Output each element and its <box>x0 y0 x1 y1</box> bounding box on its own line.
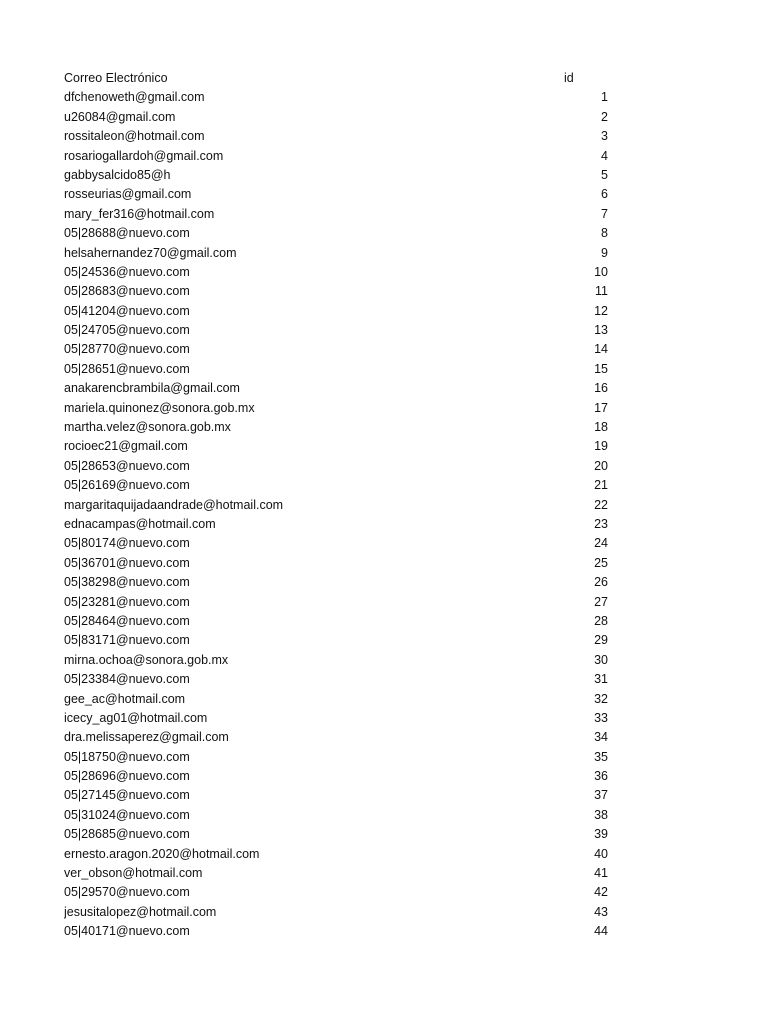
table-row <box>64 263 608 282</box>
id-cell: 17 <box>594 400 608 415</box>
email-cell: mariela.quinonez@sonora.gob.mx <box>64 400 255 415</box>
email-cell: 05|28683@nuevo.com <box>64 284 190 299</box>
id-cell: 20 <box>594 458 608 473</box>
email-table <box>64 69 608 942</box>
id-cell: 16 <box>594 381 608 396</box>
email-cell: 05|80174@nuevo.com <box>64 536 190 551</box>
id-cell: 12 <box>594 303 608 318</box>
table-row <box>64 147 608 166</box>
id-cell: 35 <box>594 749 608 764</box>
id-cell: 7 <box>601 206 608 221</box>
email-cell: martha.velez@sonora.gob.mx <box>64 420 231 435</box>
id-cell: 34 <box>594 730 608 745</box>
email-cell: 05|83171@nuevo.com <box>64 633 190 648</box>
table-header-row <box>64 69 608 88</box>
email-cell: 05|38298@nuevo.com <box>64 575 190 590</box>
email-cell: 05|28688@nuevo.com <box>64 226 190 241</box>
table-row <box>64 728 608 747</box>
table-row <box>64 670 608 689</box>
table-row <box>64 786 608 805</box>
id-cell: 38 <box>594 807 608 822</box>
table-row <box>64 806 608 825</box>
table-row <box>64 321 608 340</box>
table-row <box>64 612 608 631</box>
id-cell: 3 <box>601 129 608 144</box>
id-cell: 25 <box>594 555 608 570</box>
table-row <box>64 399 608 418</box>
id-cell: 13 <box>594 323 608 338</box>
email-cell: 05|29570@nuevo.com <box>64 885 190 900</box>
id-cell: 9 <box>601 245 608 260</box>
table-row <box>64 185 608 204</box>
email-cell: 05|28696@nuevo.com <box>64 769 190 784</box>
id-cell: 43 <box>594 904 608 919</box>
id-cell: 10 <box>594 264 608 279</box>
id-cell: 14 <box>594 342 608 357</box>
email-cell: gabbysalcido85@h <box>64 167 171 182</box>
id-cell: 2 <box>601 109 608 124</box>
table-row <box>64 515 608 534</box>
email-cell: anakarencbrambila@gmail.com <box>64 381 240 396</box>
table-row <box>64 593 608 612</box>
email-cell: 05|41204@nuevo.com <box>64 303 190 318</box>
email-cell: 05|23281@nuevo.com <box>64 594 190 609</box>
table-row <box>64 554 608 573</box>
table-row <box>64 864 608 883</box>
table-row <box>64 922 608 941</box>
table-row <box>64 845 608 864</box>
email-cell: 05|24536@nuevo.com <box>64 264 190 279</box>
table-row <box>64 224 608 243</box>
table-body <box>64 88 608 941</box>
table-row <box>64 205 608 224</box>
table-row <box>64 534 608 553</box>
email-cell: 05|28651@nuevo.com <box>64 361 190 376</box>
email-cell: 05|40171@nuevo.com <box>64 924 190 939</box>
id-cell: 11 <box>595 284 608 299</box>
column-header-email: Correo Electrónico <box>64 71 168 85</box>
table-row <box>64 496 608 515</box>
table-row <box>64 127 608 146</box>
email-cell: 05|28464@nuevo.com <box>64 613 190 628</box>
id-cell: 8 <box>601 226 608 241</box>
table-row <box>64 457 608 476</box>
table-row <box>64 825 608 844</box>
id-cell: 41 <box>594 866 608 881</box>
table-row <box>64 709 608 728</box>
table-row <box>64 903 608 922</box>
id-cell: 32 <box>594 691 608 706</box>
id-cell: 30 <box>594 652 608 667</box>
table-row <box>64 651 608 670</box>
table-row <box>64 379 608 398</box>
email-cell: gee_ac@hotmail.com <box>64 691 186 706</box>
table-row <box>64 767 608 786</box>
email-cell: 05|28653@nuevo.com <box>64 458 190 473</box>
table-row <box>64 108 608 127</box>
column-header-id: id <box>564 71 574 85</box>
id-cell: 15 <box>594 361 608 376</box>
email-cell: mary_fer316@hotmail.com <box>64 206 215 221</box>
table-row <box>64 476 608 495</box>
id-cell: 33 <box>594 710 608 725</box>
email-cell: 05|31024@nuevo.com <box>64 807 190 822</box>
email-cell: 05|24705@nuevo.com <box>64 323 190 338</box>
id-cell: 26 <box>594 575 608 590</box>
email-cell: icecy_ag01@hotmail.com <box>64 710 208 725</box>
id-cell: 27 <box>594 594 608 609</box>
id-cell: 24 <box>594 536 608 551</box>
email-cell: 05|26169@nuevo.com <box>64 478 190 493</box>
email-cell: 05|28685@nuevo.com <box>64 827 190 842</box>
id-cell: 6 <box>601 187 608 202</box>
id-cell: 28 <box>594 613 608 628</box>
id-cell: 29 <box>594 633 608 648</box>
id-cell: 39 <box>594 827 608 842</box>
table-row <box>64 883 608 902</box>
table-row <box>64 631 608 650</box>
email-cell: 05|23384@nuevo.com <box>64 672 190 687</box>
email-cell: 05|18750@nuevo.com <box>64 749 190 764</box>
id-cell: 44 <box>594 924 608 939</box>
email-cell: ednacampas@hotmail.com <box>64 516 216 531</box>
table-row <box>64 340 608 359</box>
email-cell: dfchenoweth@gmail.com <box>64 90 205 105</box>
id-cell: 22 <box>594 497 608 512</box>
id-cell: 42 <box>594 885 608 900</box>
id-cell: 23 <box>594 516 608 531</box>
table-row <box>64 690 608 709</box>
id-cell: 37 <box>594 788 608 803</box>
id-cell: 36 <box>594 769 608 784</box>
email-cell: rosseurias@gmail.com <box>64 187 192 202</box>
email-cell: 05|27145@nuevo.com <box>64 788 190 803</box>
email-cell: jesusitalopez@hotmail.com <box>64 904 217 919</box>
table-row <box>64 166 608 185</box>
table-row <box>64 282 608 301</box>
table-row <box>64 437 608 456</box>
email-cell: rosariogallardoh@gmail.com <box>64 148 224 163</box>
email-cell: 05|28770@nuevo.com <box>64 342 190 357</box>
email-cell: helsahernandez70@gmail.com <box>64 245 237 260</box>
email-cell: margaritaquijadaandrade@hotmail.com <box>64 497 284 512</box>
table-row <box>64 88 608 107</box>
table-row <box>64 302 608 321</box>
table-row <box>64 244 608 263</box>
id-cell: 40 <box>594 846 608 861</box>
email-cell: ver_obson@hotmail.com <box>64 866 203 881</box>
email-cell: 05|36701@nuevo.com <box>64 555 190 570</box>
table-row <box>64 418 608 437</box>
table-row <box>64 748 608 767</box>
email-cell: rocioec21@gmail.com <box>64 439 188 454</box>
id-cell: 4 <box>601 148 608 163</box>
email-cell: mirna.ochoa@sonora.gob.mx <box>64 652 229 667</box>
id-cell: 5 <box>601 167 608 182</box>
id-cell: 21 <box>594 478 608 493</box>
id-cell: 31 <box>594 672 608 687</box>
email-cell: ernesto.aragon.2020@hotmail.com <box>64 846 260 861</box>
email-cell: dra.melissaperez@gmail.com <box>64 730 229 745</box>
id-cell: 1 <box>601 90 608 105</box>
email-cell: u26084@gmail.com <box>64 109 176 124</box>
email-cell: rossitaleon@hotmail.com <box>64 129 205 144</box>
table-row <box>64 573 608 592</box>
table-row <box>64 360 608 379</box>
id-cell: 19 <box>594 439 608 454</box>
id-cell: 18 <box>594 420 608 435</box>
